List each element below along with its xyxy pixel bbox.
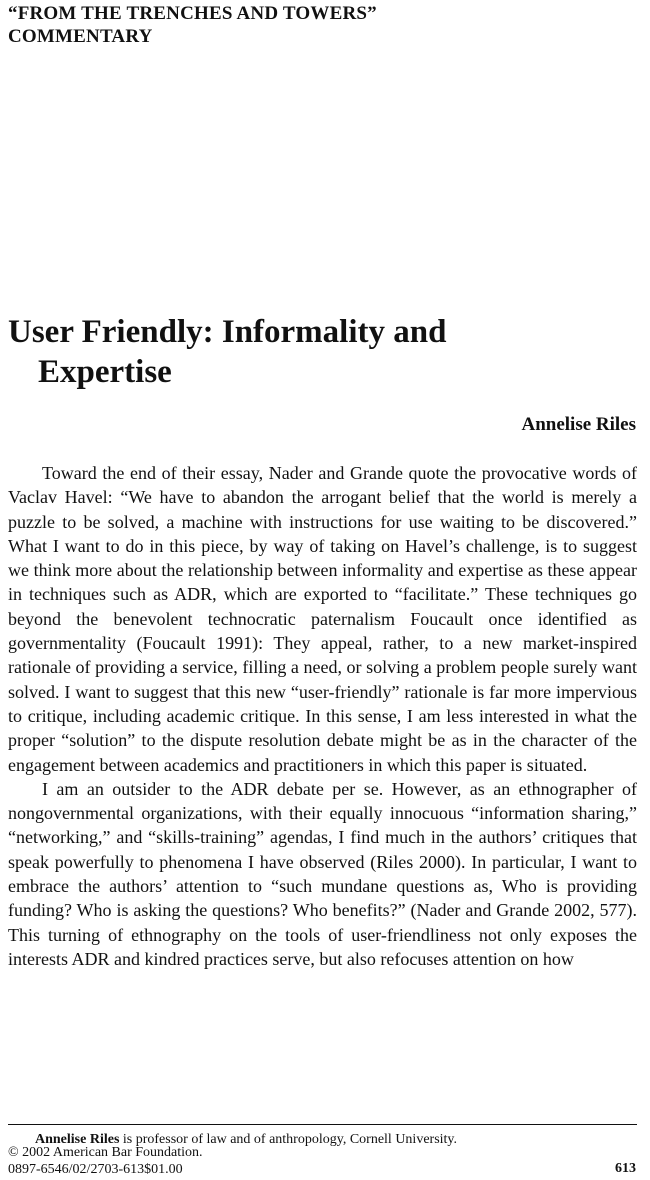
page-number: 613 [615, 1161, 636, 1176]
article-title-line-1: User Friendly: Informality and [8, 314, 447, 350]
article-body [8, 461, 637, 971]
series-heading: “FROM THE TRENCHES AND TOWERS” COMMENTARY [8, 3, 377, 47]
author-byline: Annelise Riles [521, 414, 636, 435]
body-paragraph-1: Toward the end of their essay, Nader and Grande quote the provocative words of Vaclav Havel: “We have to abandon the arrogant belief that the world is merely a puzzle to be solved, a machine with instructions for use waiting to be discovered.” What I want to do in this piece, by way of taking on Havel’s challenge, is to suggest we think more about the relationship between informality and expertise as these appear in techniques such as ADR, which are exported to “facilitate.” These techniques go beyond the benevolent technocratic paternalism Foucault once identified as governmentality (Foucault 1991): They appeal, rather, to a new market-inspired rationale of providing a service, filling a need, or solving a problem people surely want solved. I want to suggest that this new “user-friendly” rationale is far more impervious to critique, including academic critique. In this sense, I am less interested in what the proper “solution” to the dispute resolution debate might be as in the character of the engagement between academics and practitioners in which this paper is situated. [8, 463, 637, 775]
article-title [8, 312, 628, 392]
footnote-author-name: Annelise Riles [35, 1132, 120, 1147]
article-title-line-2: Expertise [38, 354, 172, 390]
footnote-divider [8, 1124, 637, 1125]
footnote-affiliation: is professor of law and of anthropology, Cornell University. [122, 1132, 458, 1147]
issn-code: 0897-6546/02/2703-613$01.00 [8, 1162, 183, 1177]
copyright-block [8, 1144, 408, 1178]
copyright-line: © 2002 American Bar Foundation. [8, 1145, 203, 1160]
body-paragraph-2: I am an outsider to the ADR debate per se. However, as an ethnographer of nongovernmental organizations, with their equally innocuous “information sharing,” “networking,” and “skills-training” agendas, I find much in the authors’ critiques that speak powerfully to phenomena I have observed (Riles 2000). In particular, I want to embrace the authors’ attention to “such mundane questions as, Who is providing funding? Who is asking the questions? Who benefits?” (Nader and Grande 2002, 577). This turning of ethnography on the tools of user-friendliness not only exposes the interests ADR and kindred practices serve, but also refocuses attention on how [8, 778, 637, 969]
